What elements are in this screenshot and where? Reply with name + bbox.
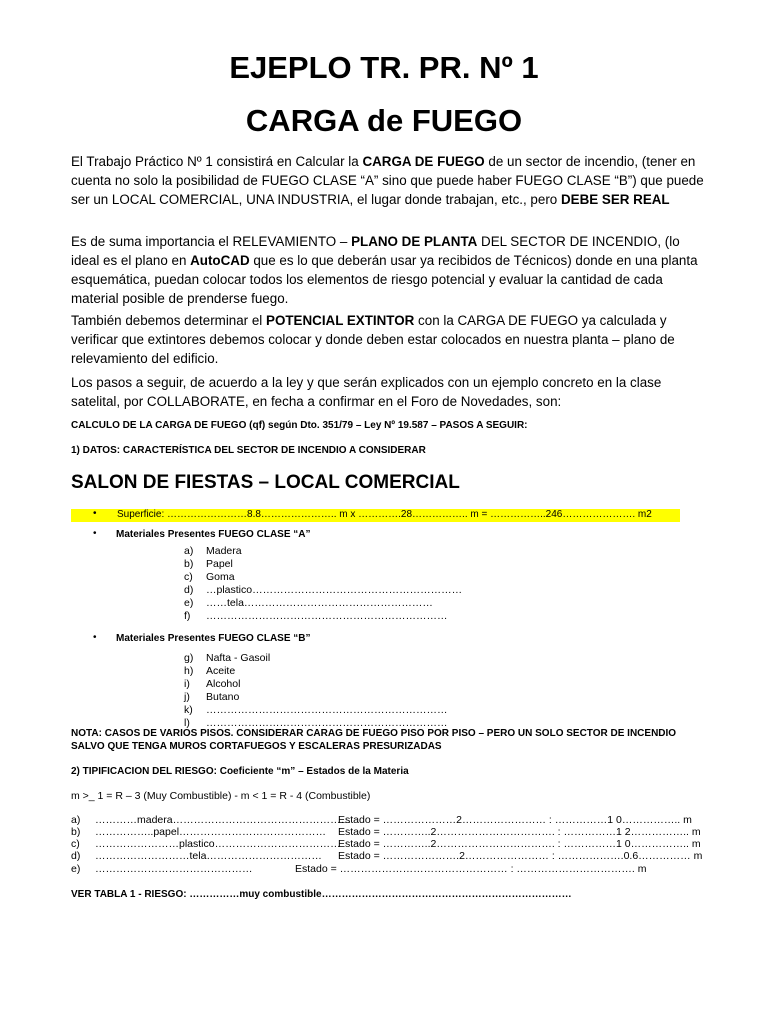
ver-tabla-line: VER TABLA 1 - RIESGO: ……………muy combustible………………………………………………………………… (71, 889, 572, 900)
paragraph-text: Es de suma importancia el RELEVAMIENTO – (71, 234, 352, 249)
table-row-state: Estado = …………………2…………………… : ……………1 0…………….. m (338, 814, 692, 826)
list-item-key: c) (184, 571, 193, 583)
calc-heading: CALCULO DE LA CARGA DE FUEGO (qf) según Dto. 351/79 – Ley Nº 19.587 – PASOS A SEGUIR: (71, 420, 528, 431)
list-item: …………………………………………………………… (206, 717, 448, 729)
table-row-key: a) (71, 814, 81, 826)
page-subtitle: CARGA de FUEGO (245, 103, 523, 138)
table-row-key: e) (71, 863, 81, 875)
paragraph-text: que es lo que deberán usar ya recibidos de Técnicos) donde en una planta esquemática, puedan colocar todos los elementos de riesgo potencial y evaluar la cantidad de cada material posible de prenderse fuego. (71, 253, 698, 306)
table-row-state: Estado = ………………………………………… : ……………………………. m (295, 863, 647, 875)
note-line-2: SALVO QUE TENGA MUROS CORTAFUEGOS Y ESCALERAS PRESURIZADAS (71, 741, 442, 752)
table-row-key: c) (71, 838, 80, 850)
list-item-key: i) (184, 678, 190, 690)
paragraph-text: DEL SECTOR DE INCENDIO, (lo ideal es el plano en (71, 234, 680, 268)
list-item: Goma (206, 571, 235, 583)
list-item: …plastico…………………………………………………… (206, 584, 463, 596)
emphasis-text: POTENCIAL EXTINTOR (266, 313, 415, 328)
table-row-state: Estado = …………..2……………………………. : ……………1 2…………….. m (338, 826, 701, 838)
materials-a-label: Materiales Presentes FUEGO CLASE “A” (116, 529, 311, 540)
paragraph-4 (71, 373, 711, 411)
list-item: Alcohol (206, 678, 241, 690)
list-item: …………………………………………………………… (206, 610, 448, 622)
paragraph-text: También debemos determinar el (71, 313, 267, 328)
table-row-state: Estado = …………..2……………………………. : ……………1 0…………….. m (338, 838, 701, 850)
paragraph-text: con la CARGA DE FUEGO ya calculada y verificar que extintores debemos colocar y donde deben estar colocados en nuestra planta – plano de relevamiento del edificio. (71, 313, 675, 366)
emphasis-text: DEBE SER REAL (560, 192, 670, 207)
list-item: Aceite (206, 665, 236, 677)
list-item-key: f) (184, 610, 191, 622)
list-item: …………………………………………………………… (206, 704, 448, 716)
coefficient-line: m >_ 1 = R – 3 (Muy Combustible) - m < 1 = R - 4 (Combustible) (71, 790, 371, 802)
list-item: ……tela……………………………………………… (206, 597, 433, 609)
superficie-text: Superficie: ……………………8.8………………….. m x ………….28…………….. m = ……………..246…………………. m2 (117, 509, 652, 520)
list-item-key: d) (184, 584, 194, 596)
bullet-dot: • (93, 508, 97, 519)
paragraph-1 (71, 152, 711, 209)
table-row-key: d) (71, 850, 81, 862)
list-item-key: l) (184, 717, 190, 729)
list-item-key: a) (184, 545, 194, 557)
list-item: Papel (206, 558, 233, 570)
step-2-heading: 2) TIPIFICACION DEL RIESGO: Coeficiente “m” – Estados de la Materia (71, 766, 409, 777)
table-row-key: b) (71, 826, 81, 838)
emphasis-text: PLANO DE PLANTA (351, 234, 478, 249)
list-item-key: h) (184, 665, 194, 677)
materials-b-label: Materiales Presentes FUEGO CLASE “B” (116, 633, 311, 644)
list-item-key: k) (184, 704, 193, 716)
superficie-row (71, 509, 680, 522)
list-item: Butano (206, 691, 240, 703)
emphasis-text: CARGA DE FUEGO (362, 154, 485, 169)
list-item-key: j) (184, 691, 190, 703)
table-row-material: ……………..papel…………………………………… (95, 826, 327, 838)
emphasis-text: AutoCAD (190, 253, 250, 268)
list-item: Nafta - Gasoil (206, 652, 271, 664)
step-1-heading: 1) DATOS: CARACTERÍSTICA DEL SECTOR DE INCENDIO A CONSIDERAR (71, 445, 426, 456)
bullet-dot: • (93, 632, 97, 643)
bullet-dot: • (93, 528, 97, 539)
section-heading: SALON DE FIESTAS – LOCAL COMERCIAL (71, 472, 460, 493)
list-item-key: b) (184, 558, 194, 570)
list-item-key: e) (184, 597, 194, 609)
table-row-material: ………………………tela…………………………… (95, 850, 322, 862)
paragraph-2 (71, 232, 711, 308)
table-row-state: Estado = ………………….2…………………… : ……………….0.6…………… m (338, 850, 703, 862)
table-row-material: …………madera…………………………………………… (95, 814, 352, 826)
paragraph-text: El Trabajo Práctico Nº 1 consistirá en Calcular la (71, 154, 363, 169)
table-row-material: ……………………plastico……………………………… (95, 838, 341, 850)
paragraph-text: de un sector de incendio, (tener en cuenta no solo la posibilidad de FUEGO CLASE “A” sino que puede haber FUEGO CLASE “B”) que puede ser un LOCAL COMERCIAL, UNA INDUSTRIA, el lugar donde trabajan, etc., pero (71, 154, 704, 207)
paragraph-3 (71, 311, 711, 368)
list-item-key: g) (184, 652, 194, 664)
list-item: Madera (206, 545, 242, 557)
paragraph-text: Los pasos a seguir, de acuerdo a la ley y que serán explicados con un ejemplo concreto en la clase satelital, por COLLABORATE, en fecha a confirmar en el Foro de Novedades, son: (71, 375, 662, 409)
table-row-material: ……………………………………… (95, 863, 253, 875)
page-title: EJEPLO TR. PR. Nº 1 (229, 50, 539, 85)
note-line-1: NOTA: CASOS DE VARIOS PISOS. CONSIDERAR CARAG DE FUEGO PISO POR PISO – PERO UN SOLO SECTOR DE INCENDIO (71, 728, 677, 739)
